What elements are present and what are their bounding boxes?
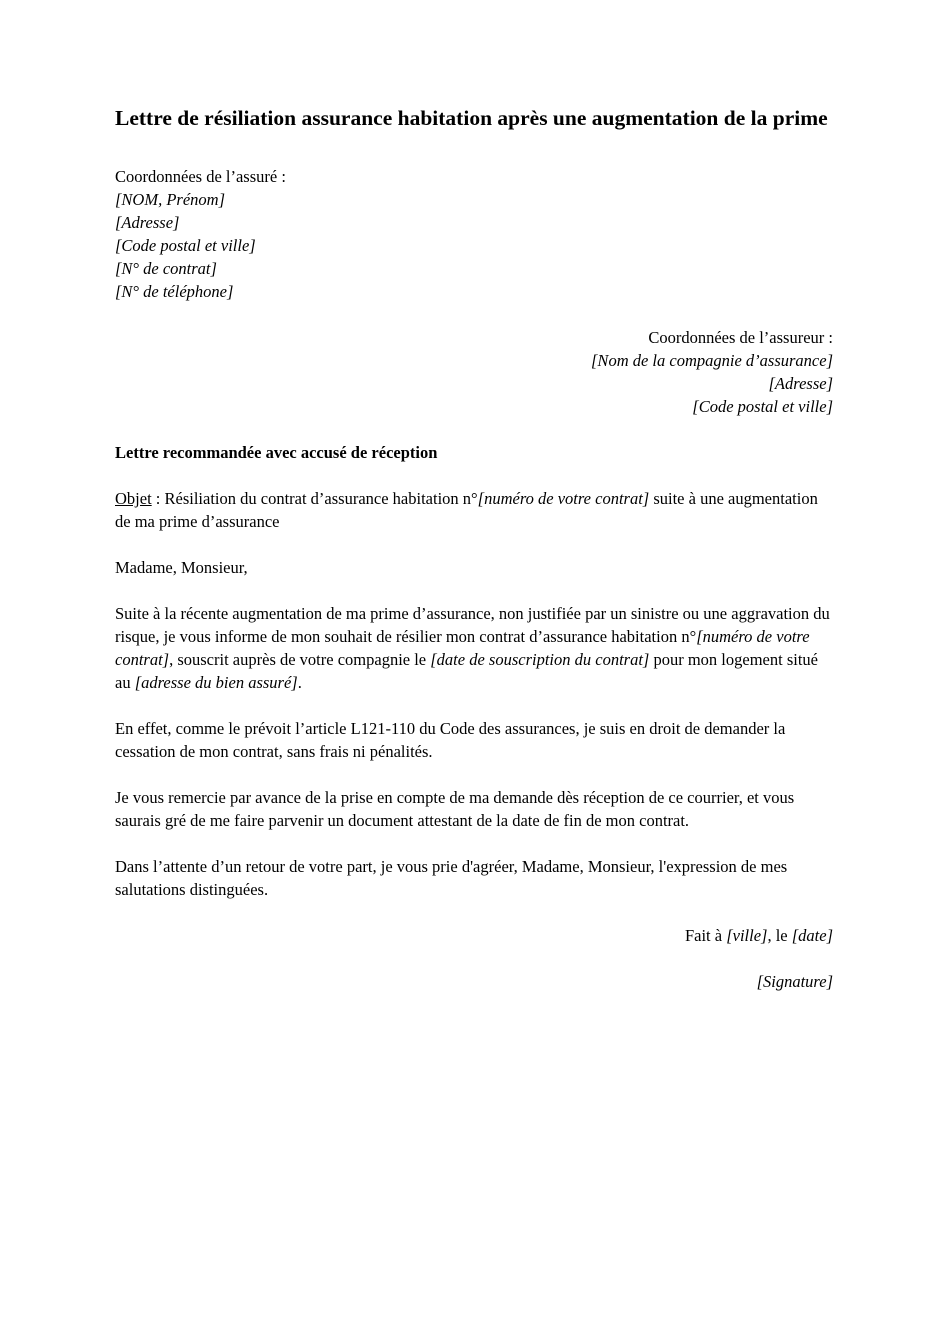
insurer-coordinates-label: Coordonnées de l’assureur : [648, 328, 833, 347]
signature-placeholder: [Signature] [756, 972, 833, 991]
closing-city-placeholder: [ville] [726, 926, 768, 945]
paragraph-cancellation-request [115, 602, 833, 694]
subject-line [115, 487, 833, 533]
paragraph1-text-1: Suite à la récente augmentation de ma prime d’assurance, non justifiée par un sinistre ou une aggravation du risque, je vous informe de mon souhait de résilier mon contrat d’assurance habitation n° [115, 604, 830, 646]
subject-text-after: suite à une augmentation de ma prime d’assurance [115, 489, 818, 531]
sender-contract-number-placeholder: [N° de contrat] [115, 259, 217, 278]
insurer-company-placeholder: [Nom de la compagnie d’assurance] [591, 351, 833, 370]
paragraph1-text-3: pour mon logement situé au [115, 650, 818, 692]
sender-name-placeholder: [NOM, Prénom] [115, 190, 225, 209]
closing-date-placeholder: [date] [791, 926, 833, 945]
paragraph-closing-formula: Dans l’attente d’un retour de votre part, je vous prie d'agréer, Madame, Monsieur, l'expression de mes salutations distinguées. [115, 857, 788, 899]
insurer-postal-city-placeholder: [Code postal et ville] [692, 397, 833, 416]
insurer-address-placeholder: [Adresse] [768, 374, 833, 393]
subject-label: Objet [115, 489, 152, 508]
sender-address-placeholder: [Adresse] [115, 213, 180, 232]
sender-postal-city-placeholder: [Code postal et ville] [115, 236, 256, 255]
paragraph1-text-4: . [297, 673, 302, 692]
paragraph1-subscription-date-placeholder: [date de souscription du contrat] [430, 650, 650, 669]
paragraph1-text-2: , souscrit auprès de votre compagnie le [169, 650, 431, 669]
letter-title: Lettre de résiliation assurance habitation après une augmentation de la prime [115, 106, 828, 130]
registered-mail-line: Lettre recommandée avec accusé de réception [115, 443, 438, 462]
paragraph-legal-reference: En effet, comme le prévoit l’article L121-110 du Code des assurances, je suis en droit de demander la cessation de mon contrat, sans frais ni pénalités. [115, 719, 786, 761]
sender-coordinates-block [115, 165, 833, 303]
paragraph1-contract-placeholder: [numéro de votre contrat] [115, 627, 810, 669]
paragraph-confirmation-request: Je vous remercie par avance de la prise en compte de ma demande dès réception de ce courrier, et vous saurais gré de me faire parvenir un document attestant de la date de fin de mon contrat. [115, 788, 795, 830]
sender-coordinates-label: Coordonnées de l’assuré : [115, 167, 286, 186]
subject-text-before: : Résiliation du contrat d’assurance habitation n° [151, 489, 478, 508]
paragraph1-property-address-placeholder: [adresse du bien assuré] [134, 673, 298, 692]
closing-text-1: Fait à [684, 926, 727, 945]
salutation-line: Madame, Monsieur, [115, 558, 248, 577]
subject-contract-placeholder: [numéro de votre contrat] [477, 489, 650, 508]
sender-phone-placeholder: [N° de téléphone] [115, 282, 234, 301]
closing-text-2: , le [767, 926, 792, 945]
place-date-line [115, 924, 833, 947]
insurer-coordinates-block [115, 326, 833, 418]
